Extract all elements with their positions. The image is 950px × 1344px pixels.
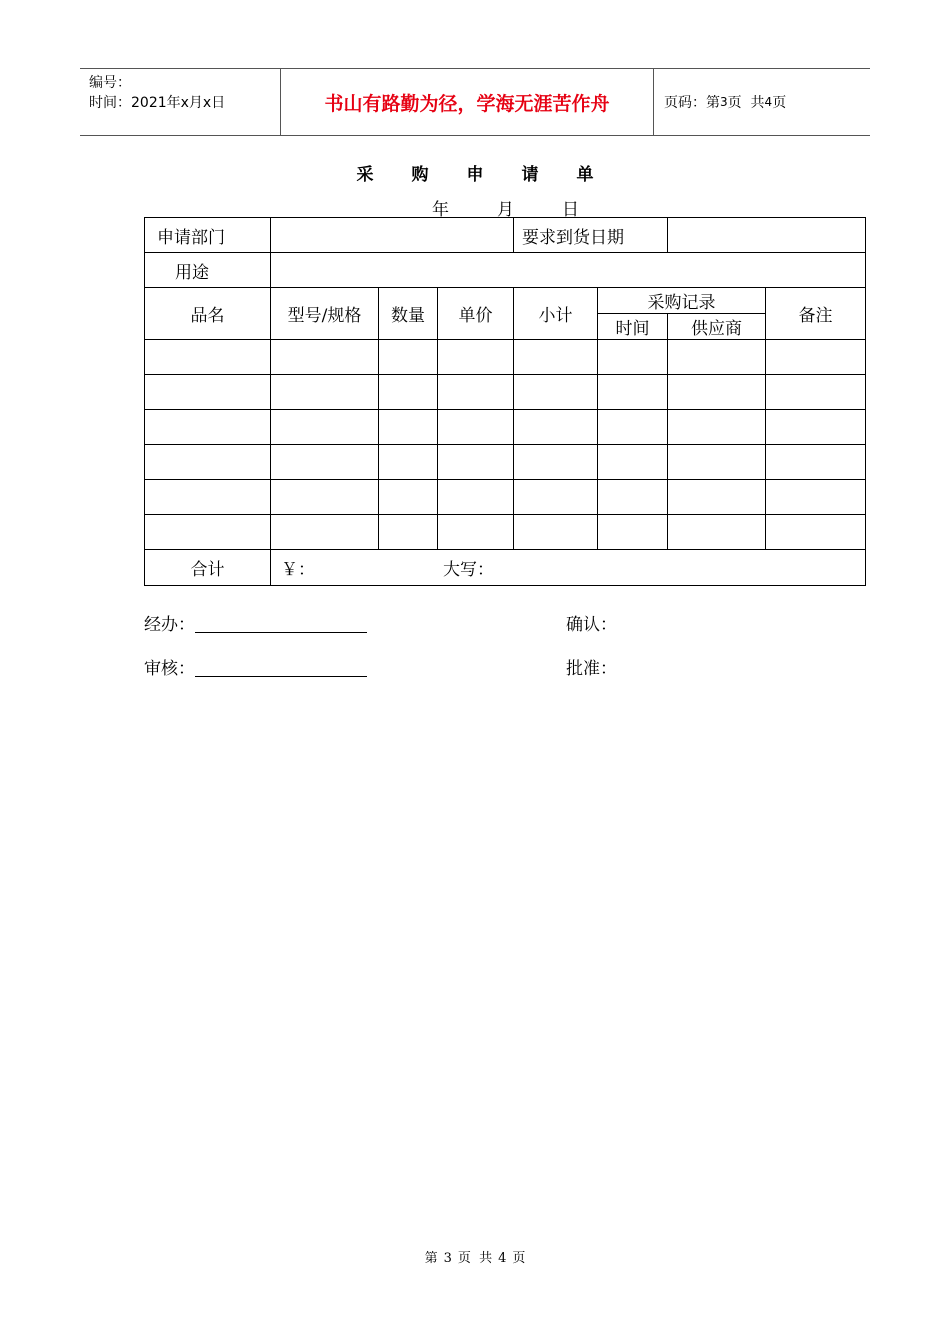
cell-price[interactable] <box>438 375 514 410</box>
cell-record-time[interactable] <box>598 340 668 375</box>
cell-model[interactable] <box>271 515 379 550</box>
cell-qty[interactable] <box>379 445 438 480</box>
cell-remark[interactable] <box>766 375 866 410</box>
handler-signature-line[interactable] <box>195 616 367 633</box>
cell-record-supplier[interactable] <box>668 340 766 375</box>
reviewer-signature <box>144 654 367 679</box>
time-value: 2021年x月x日 <box>131 95 226 111</box>
form-title <box>0 160 950 185</box>
table-row <box>145 375 866 410</box>
cell-remark[interactable] <box>766 515 866 550</box>
page-end: 页 <box>772 95 787 111</box>
reviewer-signature-line[interactable] <box>195 660 367 677</box>
title-char: 单 <box>576 165 594 185</box>
reviewer-label: 审核： <box>144 659 195 679</box>
cell-price[interactable] <box>438 515 514 550</box>
title-char: 采 <box>356 165 374 185</box>
cell-record-supplier[interactable] <box>668 480 766 515</box>
cell-name[interactable] <box>145 515 271 550</box>
cell-record-supplier[interactable] <box>668 410 766 445</box>
capital-label: 大写： <box>443 560 494 580</box>
cell-record-supplier[interactable] <box>668 515 766 550</box>
page-current: 3 <box>720 95 728 109</box>
cell-name[interactable] <box>145 410 271 445</box>
cell-record-time[interactable] <box>598 375 668 410</box>
confirm-label: 确认： <box>566 615 617 635</box>
table-row <box>145 480 866 515</box>
handler-signature <box>144 610 367 635</box>
page-mid: 页 共 <box>727 95 765 111</box>
title-char: 申 <box>466 165 484 185</box>
cell-model[interactable] <box>271 375 379 410</box>
handler-label: 经办： <box>144 615 195 635</box>
title-char: 请 <box>521 165 539 185</box>
cell-remark[interactable] <box>766 445 866 480</box>
purpose-row <box>145 253 866 288</box>
cell-subtotal[interactable] <box>514 375 598 410</box>
cell-record-time[interactable] <box>598 445 668 480</box>
col-header-record: 采购记录 <box>598 288 766 314</box>
footer-total: 4 <box>498 1251 507 1266</box>
total-field[interactable] <box>271 550 866 586</box>
title-char: 购 <box>411 165 429 185</box>
header-page-info <box>654 69 870 135</box>
cell-record-time[interactable] <box>598 480 668 515</box>
cell-model[interactable] <box>271 445 379 480</box>
cell-qty[interactable] <box>379 480 438 515</box>
cell-subtotal[interactable] <box>514 445 598 480</box>
cell-record-time[interactable] <box>598 515 668 550</box>
col-header-qty: 数量 <box>379 288 438 340</box>
page-footer <box>0 1247 950 1266</box>
table-row <box>145 410 866 445</box>
date-month: 月 <box>497 200 514 220</box>
cell-qty[interactable] <box>379 375 438 410</box>
cell-remark[interactable] <box>766 340 866 375</box>
total-row <box>145 550 866 586</box>
col-header-record-supplier: 供应商 <box>668 314 766 340</box>
cell-subtotal[interactable] <box>514 410 598 445</box>
footer-suffix: 页 <box>512 1251 526 1266</box>
table-row <box>145 340 866 375</box>
dept-field[interactable] <box>271 218 514 253</box>
cell-name[interactable] <box>145 480 271 515</box>
table-row <box>145 515 866 550</box>
serial-label: 编号： <box>89 75 131 91</box>
cell-subtotal[interactable] <box>514 515 598 550</box>
footer-prefix: 第 <box>424 1251 438 1266</box>
col-header-record-time: 时间 <box>598 314 668 340</box>
date-day: 日 <box>562 200 579 220</box>
page-total: 4 <box>764 95 773 109</box>
total-label: 合计 <box>145 550 271 586</box>
time-label: 时间： <box>89 95 131 111</box>
cell-subtotal[interactable] <box>514 340 598 375</box>
header-motto: 书山有路勤为径，学海无涯苦作舟 <box>281 69 654 135</box>
yen-label: ￥： <box>281 560 315 580</box>
dept-label: 申请部门 <box>145 218 271 253</box>
purpose-field[interactable] <box>271 253 866 288</box>
col-header-price: 单价 <box>438 288 514 340</box>
cell-qty[interactable] <box>379 340 438 375</box>
cell-subtotal[interactable] <box>514 480 598 515</box>
page-label: 页码：第 <box>664 95 720 111</box>
date-year: 年 <box>432 200 449 220</box>
col-header-model: 型号/规格 <box>271 288 379 340</box>
cell-record-time[interactable] <box>598 410 668 445</box>
approve-label: 批准： <box>566 659 617 679</box>
cell-remark[interactable] <box>766 480 866 515</box>
cell-price[interactable] <box>438 480 514 515</box>
col-header-name: 品名 <box>145 288 271 340</box>
delivery-date-label: 要求到货日期 <box>514 218 668 253</box>
table-row <box>145 445 866 480</box>
purpose-label: 用途 <box>145 253 271 288</box>
delivery-date-field[interactable] <box>668 218 866 253</box>
cell-name[interactable] <box>145 340 271 375</box>
footer-mid: 页 共 <box>457 1251 493 1266</box>
document-header <box>80 68 870 136</box>
cell-remark[interactable] <box>766 410 866 445</box>
time-line <box>89 93 280 113</box>
cell-record-supplier[interactable] <box>668 375 766 410</box>
cell-price[interactable] <box>438 410 514 445</box>
cell-model[interactable] <box>271 410 379 445</box>
col-header-subtotal: 小计 <box>514 288 598 340</box>
col-header-remark: 备注 <box>766 288 866 340</box>
cell-record-supplier[interactable] <box>668 445 766 480</box>
cell-name[interactable] <box>145 375 271 410</box>
footer-current: 3 <box>443 1251 452 1266</box>
cell-price[interactable] <box>438 445 514 480</box>
cell-name[interactable] <box>145 445 271 480</box>
cell-model[interactable] <box>271 480 379 515</box>
cell-qty[interactable] <box>379 410 438 445</box>
cell-price[interactable] <box>438 340 514 375</box>
dept-row <box>145 218 866 253</box>
cell-model[interactable] <box>271 340 379 375</box>
cell-qty[interactable] <box>379 515 438 550</box>
column-header-row <box>145 288 866 314</box>
purchase-request-table <box>144 217 866 586</box>
header-meta <box>80 69 281 135</box>
